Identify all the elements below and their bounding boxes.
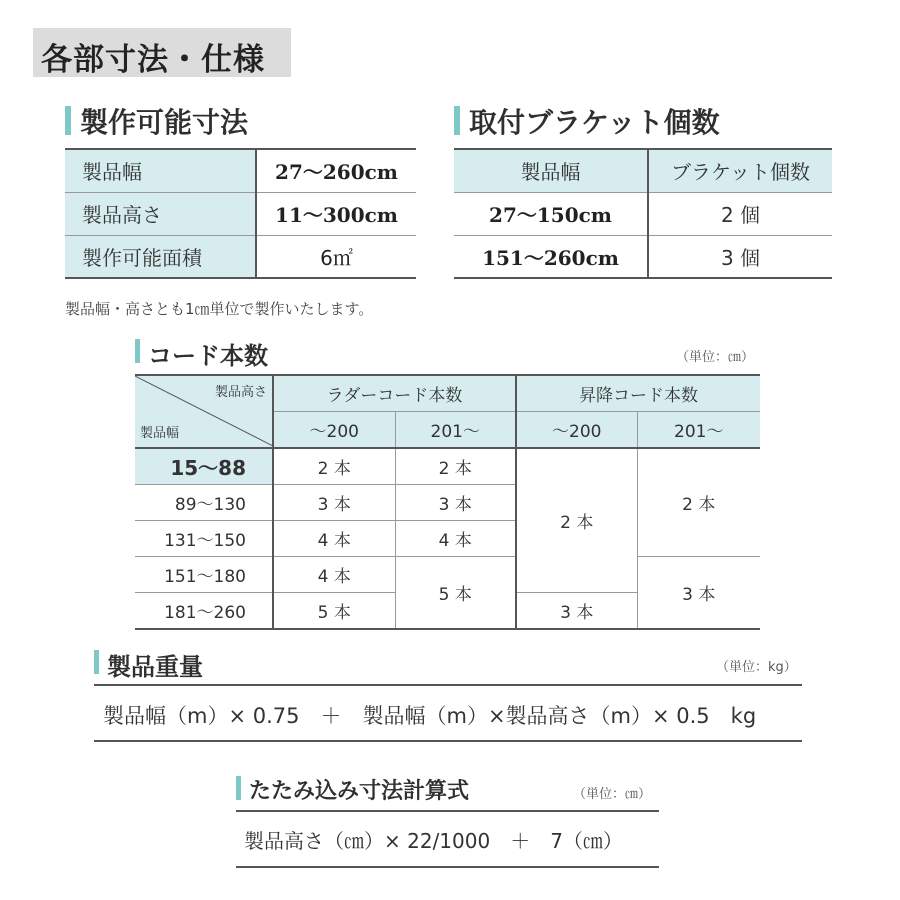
corner-top-label: 製品高さ	[214, 385, 267, 400]
weight-formula: 製品幅（m）× 0.75 ＋ 製品幅（m）×製品高さ（m）× 0.5 kg	[103, 704, 757, 728]
weight-unit: （単位：kg）	[716, 660, 797, 675]
bracket-count: 2 個	[720, 203, 761, 227]
weight-section-title: 製品重量	[107, 653, 203, 681]
cord-unit: （単位：㎝）	[676, 350, 755, 365]
table-row	[135, 448, 760, 485]
accent-bar	[94, 650, 99, 674]
ladder-count: 4 本	[273, 557, 395, 593]
width-label: 181～260	[135, 593, 273, 630]
lift-count: 3 本	[682, 585, 716, 605]
lift-count: 2 本	[516, 448, 637, 593]
bracket-width: 151～260cm	[454, 235, 648, 278]
sub-header: 201～	[637, 412, 760, 449]
corner-cell	[135, 375, 273, 448]
fold-section-title: たたみ込み寸法計算式	[249, 779, 470, 804]
page-title-box	[33, 28, 291, 77]
accent-bar	[135, 339, 140, 363]
ladder-count: 3 本	[273, 485, 395, 521]
cord-table	[135, 374, 760, 630]
size-value: 27～260cm	[275, 160, 398, 185]
divider	[236, 810, 659, 812]
group-header: ラダーコード本数	[273, 375, 516, 412]
size-value: 11～300cm	[275, 203, 398, 227]
size-section-title: 製作可能寸法	[80, 106, 249, 139]
width-label: 151～180	[135, 557, 273, 593]
table-header-row	[454, 149, 832, 192]
ladder-count: 4 本	[273, 521, 395, 557]
lift-count: 3 本	[516, 593, 637, 630]
cord-section-title: コード本数	[148, 342, 268, 370]
sub-header: ～200	[516, 412, 637, 449]
group-header: 昇降コード本数	[516, 375, 760, 412]
bracket-section-title: 取付ブラケット個数	[469, 106, 720, 139]
accent-bar	[454, 106, 460, 135]
table-row	[65, 192, 416, 235]
ladder-count: 3 本	[395, 485, 516, 521]
ladder-count: 5 本	[273, 593, 395, 630]
table-row	[135, 557, 760, 593]
divider	[236, 866, 659, 868]
sub-header: 201～	[395, 412, 516, 449]
fold-unit: （単位：㎝）	[573, 787, 652, 802]
table-row	[65, 149, 416, 192]
bracket-width: 27～150cm	[454, 192, 648, 235]
size-table	[65, 148, 416, 279]
table-row	[454, 235, 832, 278]
divider	[94, 740, 802, 742]
table-row	[65, 235, 416, 278]
accent-bar	[236, 776, 241, 800]
page-title: 各部寸法・仕様	[41, 42, 265, 78]
ladder-count: 2 本	[273, 448, 395, 485]
lift-count: 2 本	[637, 448, 760, 557]
size-label: 製品高さ	[65, 192, 256, 235]
bracket-table	[454, 148, 832, 279]
width-label: 131～150	[135, 521, 273, 557]
bracket-count: 3 個	[720, 245, 761, 270]
table-header-row	[135, 375, 760, 412]
ladder-count: 4 本	[395, 521, 516, 557]
fold-formula: 製品高さ（㎝）× 22/1000 ＋ 7（㎝）	[244, 829, 623, 853]
column-header: 製品幅	[454, 149, 648, 192]
divider	[94, 684, 802, 686]
size-label: 製作可能面積	[65, 235, 256, 278]
size-value: 6㎡	[320, 245, 353, 270]
corner-bottom-label: 製品幅	[140, 426, 180, 441]
table-row	[454, 192, 832, 235]
width-label: 89～130	[135, 485, 273, 521]
column-header: ブラケット個数	[648, 149, 832, 192]
ladder-count: 2 本	[395, 448, 516, 485]
width-label: 15～88	[135, 448, 273, 485]
accent-bar	[65, 106, 71, 135]
ladder-count: 5 本	[395, 557, 516, 630]
size-label: 製品幅	[65, 149, 256, 192]
size-note: 製品幅・高さとも1㎝単位で製作いたします。	[65, 300, 374, 318]
sub-header: ～200	[273, 412, 395, 449]
